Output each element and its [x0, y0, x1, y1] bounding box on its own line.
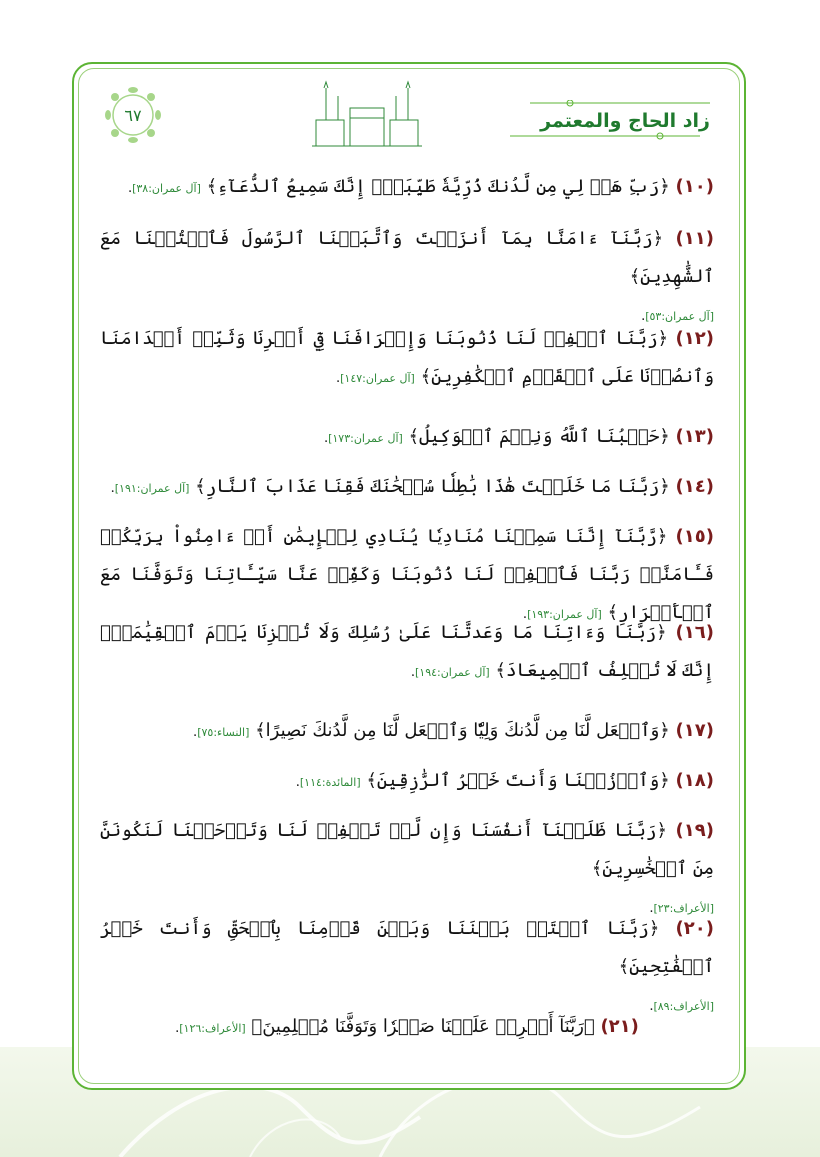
- verse-reference: [آل عمران:١٩٤]: [414, 666, 490, 679]
- entry-tail: .: [193, 725, 198, 740]
- verse-text: ﴿حَسۡبُنَا ٱللَّهُ وَنِعۡمَ ٱلۡوَكِيلُ﴾: [408, 426, 670, 447]
- entry-number: (١٧): [675, 720, 714, 741]
- verse-reference: [آل عمران:٣٨]: [132, 182, 201, 195]
- list-item: [100, 762, 714, 802]
- verse-reference: [آل عمران:١٩٣]: [527, 608, 602, 621]
- verse-reference: [الأعراف:١٢٦]: [179, 1022, 246, 1035]
- list-item: [100, 220, 714, 336]
- entry-tail: .: [641, 309, 646, 324]
- entry-number: (١٠): [675, 176, 714, 197]
- entry-tail: .: [649, 999, 654, 1014]
- list-item: [100, 418, 714, 458]
- verse-reference: [الأعراف:٨٩]: [653, 1000, 714, 1013]
- entry-tail: .: [522, 607, 528, 622]
- verse-text: ﴿رَبَّنَا ٱغۡفِرۡ لَنَا ذُنُوبَنَا وَإِسۡرَافَنَا فِيٓ أَمۡرِنَا وَثَبِّتۡ أَقۡدَامَنَا وَٱنصُرۡنَا عَلَى ٱلۡقَوۡمِ ٱلۡكَٰفِرِينَ﴾: [100, 328, 714, 387]
- verse-text: ﴿رَبِّ هَبۡ لِي مِن لَّدُنكَ ذُرِّيَّةٗ طَيِّبَةًۖ إِنَّكَ سَمِيعُ ٱلدُّعَآءِ﴾: [206, 176, 670, 197]
- verse-text: ﴿رَبَّنَآ أَفۡرِغۡ عَلَيۡنَا صَبۡرٗا وَتَوَفَّنَا مُسۡلِمِينَ﴾: [251, 1016, 595, 1037]
- verse-text: ﴿رَبَّنَا ظَلَمۡنَآ أَنفُسَنَا وَإِن لَّمۡ تَغۡفِرۡ لَنَا وَتَرۡحَمۡنَا لَنَكُونَنَّ مِنَ ٱلۡخَٰسِرِينَ﴾: [100, 820, 714, 879]
- book-title: زاد الحاج والمعتمر: [540, 110, 710, 132]
- entry-tail: .: [335, 371, 341, 386]
- verse-reference: [آل عمران:٥٣]: [645, 310, 714, 323]
- kaaba-illustration-icon: [312, 80, 422, 150]
- entry-tail: .: [295, 775, 300, 790]
- entry-number: (١٥): [675, 526, 714, 547]
- entry-number: (١٩): [675, 820, 714, 841]
- verse-text: ﴿رَبَّنَا مَا خَلَقۡتَ هَٰذَا بَٰطِلٗا سُبۡحَٰنَكَ فَقِنَا عَذَابَ ٱلنَّارِ﴾: [195, 476, 670, 497]
- entry-tail: .: [110, 481, 115, 496]
- entry-number: (٢١): [600, 1016, 639, 1037]
- entry-number: (١١): [675, 228, 714, 249]
- entry-number: (١٣): [675, 426, 714, 447]
- list-item: [100, 320, 714, 398]
- verse-text: ﴿رَّبَّنَآ إِنَّنَا سَمِعۡنَا مُنَادِيٗا يُنَادِي لِلۡإِيمَٰنِ أَنۡ ءَامِنُواْ بِرَبِّكُمۡ فَـَٔامَنَّاۚ رَبَّنَا فَٱغۡفِرۡ لَنَا ذُنُوبَنَا وَكَفِّرۡ عَنَّا سَيِّـَٔاتِنَا وَتَوَفَّنَا مَعَ ٱلۡأَبۡرَارِ﴾: [100, 526, 714, 623]
- entry-tail: .: [323, 431, 329, 446]
- verse-text: ﴿رَبَّنَا ٱفۡتَحۡ بَيۡنَنَا وَبَيۡنَ قَوۡمِنَا بِٱلۡحَقِّ وَأَنتَ خَيۡرُ ٱلۡفَٰتِحِينَ﴾: [100, 918, 714, 977]
- verse-reference: [آل عمران:١٩١]: [114, 482, 190, 495]
- list-item: [100, 614, 714, 692]
- entry-number: (١٦): [675, 622, 714, 643]
- list-item: [100, 168, 714, 208]
- verse-text: ﴿رَبَّنَا وَءَاتِنَا مَا وَعَدتَّنَا عَلَىٰ رُسُلِكَ وَلَا تُخۡزِنَا يَوۡمَ ٱلۡقِيَٰمَةِۖ إِنَّكَ لَا تُخۡلِفُ ٱلۡمِيعَادَ﴾: [100, 622, 714, 681]
- entry-number: (١٤): [675, 476, 714, 497]
- entry-tail: .: [175, 1021, 180, 1036]
- verse-text: ﴿وَٱرۡزُقۡنَا وَأَنتَ خَيۡرُ ٱلرَّٰزِقِينَ﴾: [366, 770, 670, 791]
- list-item: [100, 468, 714, 508]
- entry-tail: .: [410, 665, 415, 680]
- page-number: ٦٧: [124, 105, 142, 125]
- list-item: [100, 1008, 714, 1048]
- verse-text: ﴿رَبَّنَآ ءَامَنَّا بِمَآ أَنزَلۡتَ وَٱتَّبَعۡنَا ٱلرَّسُولَ فَٱكۡتُبۡنَا مَعَ ٱلشَّٰهِدِينَ﴾: [100, 228, 714, 287]
- verse-text: ﴿وَٱجۡعَل لَّنَا مِن لَّدُنكَ وَلِيّٗا وَٱجۡعَل لَّنَا مِن لَّدُنكَ نَصِيرًا﴾: [255, 720, 670, 741]
- verse-reference: [آل عمران:١٤٧]: [340, 372, 415, 385]
- verse-reference: [الأعراف:٢٣]: [653, 902, 714, 915]
- entry-tail: .: [649, 901, 654, 916]
- list-item: [100, 712, 714, 752]
- verse-reference: [آل عمران:١٧٣]: [328, 432, 403, 445]
- entry-number: (٢٠): [675, 918, 714, 939]
- entry-tail: .: [127, 181, 133, 196]
- verse-reference: [النساء:٧٥]: [197, 726, 250, 739]
- entry-number: (١٨): [675, 770, 714, 791]
- verse-reference: [المائدة:١١٤]: [299, 776, 361, 789]
- entry-number: (١٢): [675, 328, 714, 349]
